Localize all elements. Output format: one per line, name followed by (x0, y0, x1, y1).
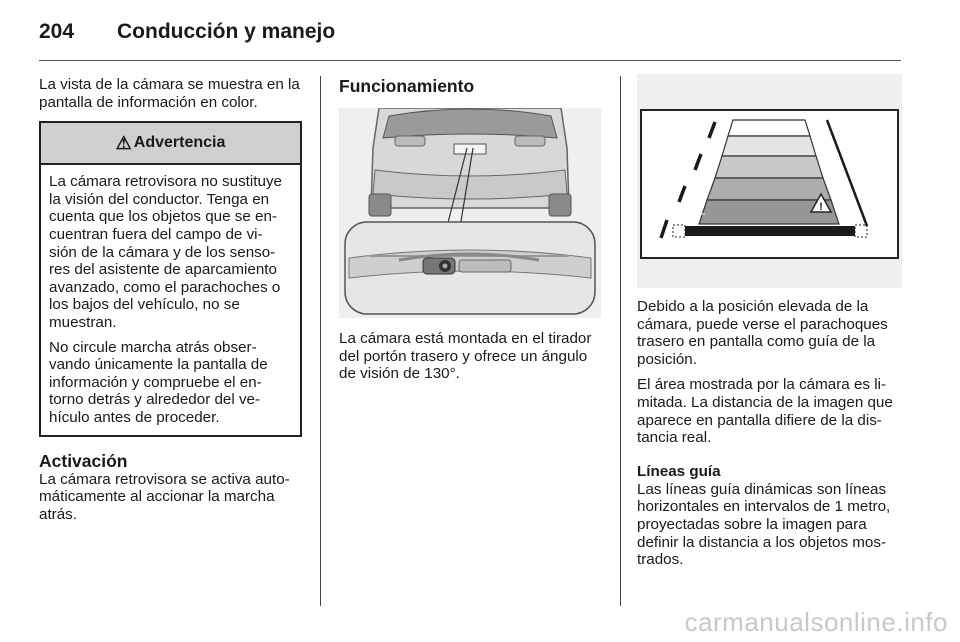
warning-paragraph: La cámara retrovisora no sustituye la visión del conductor. Tenga en cuenta que los objetos que se en-cuentran fuera del campo de vi-sión de la cámara y de los senso-res del asistente de aparcamiento avanzado, como el parachoches o los bajos del vehículo, no se muestran. (49, 173, 282, 331)
camera-caption: La cámara está montada en el tirador del portón trasero y ofrece un ángulo de visión de 130°. (339, 330, 592, 383)
svg-text:!: ! (819, 201, 823, 213)
column-middle (339, 76, 601, 383)
camera-display-svg (637, 74, 902, 288)
page-number: 204 (39, 20, 75, 43)
distance-paragraph: El área mostrada por la cámara es li-mitada. La distancia de la imagen que aparece en pantalla difiere de la dis-tancia real. (637, 376, 893, 447)
rear-camera-illustration (339, 108, 601, 318)
guidelines-paragraph: Las líneas guía dinámicas son líneas horizontales en intervalos de 1 metro, proyectadas sobre la imagen para definir la distancia a los objetos mos-trados. (637, 480, 891, 569)
warning-header (41, 123, 300, 165)
activation-paragraph: La cámara retrovisora se activa auto-máticamente al accionar la marcha atrás. (39, 470, 290, 523)
position-paragraph: Debido a la posición elevada de la cámara, puede verse el parachoques trasero en pantalla como guía de la posición. (637, 298, 888, 368)
activation-heading: Activación (39, 450, 128, 471)
warning-paragraph: No circule marcha atrás obser-vando únicamente la pantalla de información y compruebe el en-torno detrás y alrededor del ve-hículo antes de proceder. (49, 338, 268, 426)
column-left (39, 76, 302, 523)
page-header (39, 12, 901, 56)
warning-title: Advertencia (133, 134, 226, 152)
function-heading: Funcionamiento (339, 76, 475, 96)
rear-camera-illustration-svg (339, 108, 601, 318)
chapter-title: Conducción y manejo (117, 20, 336, 43)
watermark: carmanualsonline.info (684, 607, 948, 637)
column-divider (320, 76, 321, 606)
camera-display-guide-lines (637, 74, 902, 288)
warning-box (39, 121, 302, 436)
warning-triangle-icon: ⚠ (115, 132, 132, 153)
intro-paragraph: La vista de la cámara se muestra en la pantalla de información en color. (39, 76, 300, 111)
column-right (637, 76, 902, 569)
guidelines-heading: Líneas guía (637, 462, 721, 480)
warning-body (41, 165, 300, 434)
header-divider (39, 60, 901, 61)
column-divider (620, 76, 621, 606)
